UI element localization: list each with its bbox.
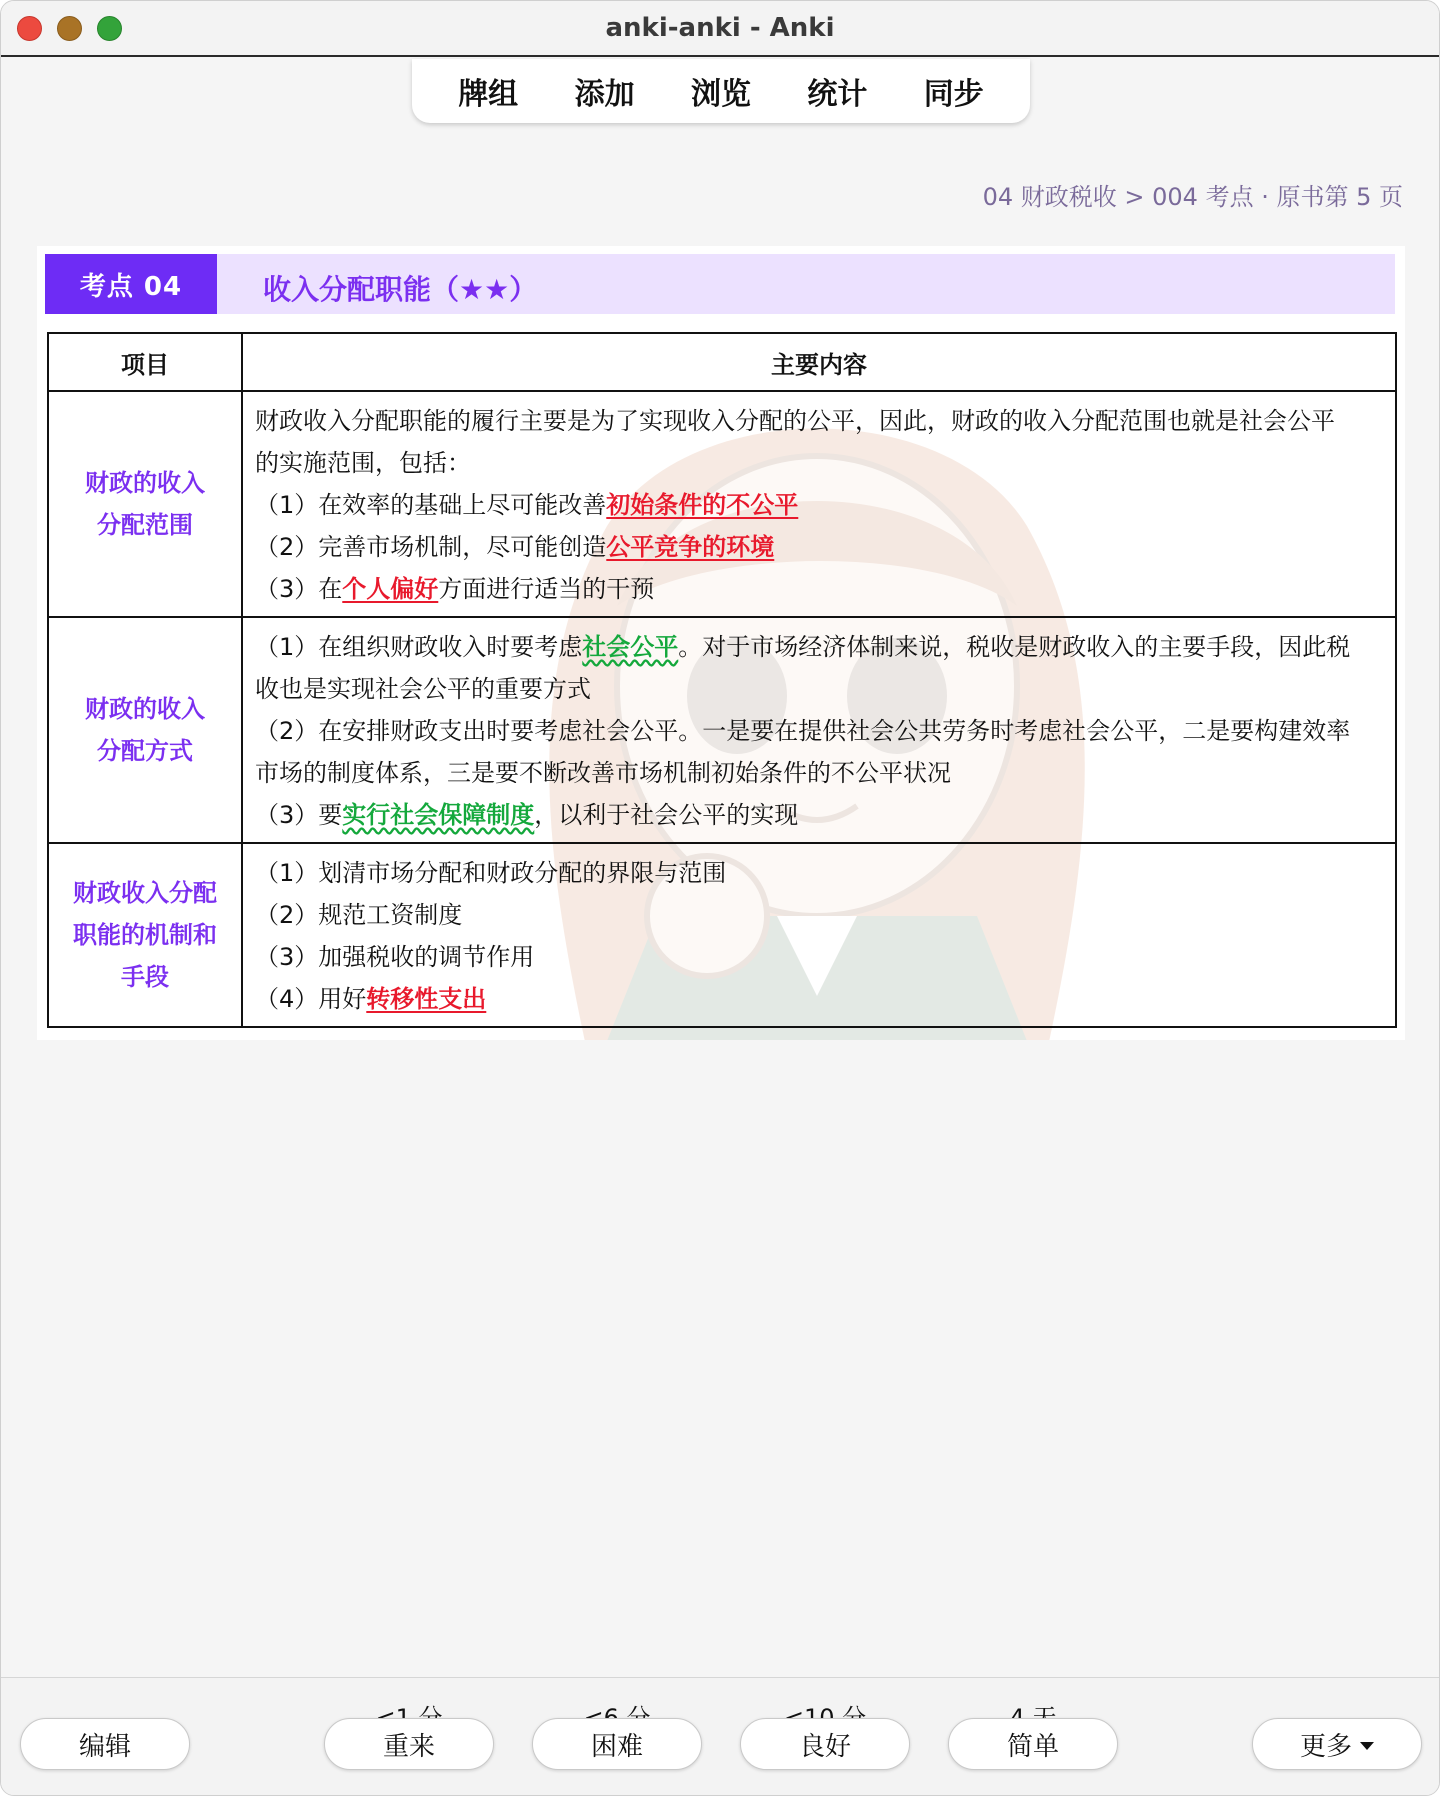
row-item-label bbox=[48, 617, 242, 843]
row-item-label bbox=[48, 843, 242, 1027]
good-button[interactable]: 良好 bbox=[740, 1718, 910, 1770]
toolbar-sync[interactable]: 同步 bbox=[923, 77, 984, 112]
toolbar-stats[interactable]: 统计 bbox=[807, 77, 868, 112]
edit-button[interactable]: 编辑 bbox=[20, 1718, 190, 1770]
toolbar-decks[interactable]: 牌组 bbox=[458, 77, 519, 112]
key-point-highlight: 实行社会保障制度 bbox=[342, 801, 535, 829]
toolbar-add[interactable]: 添加 bbox=[574, 77, 635, 112]
key-point-highlight: 转移性支出 bbox=[366, 985, 487, 1013]
content-line bbox=[255, 794, 1381, 836]
key-point-highlight: 公平竞争的环境 bbox=[606, 533, 775, 561]
content-text: （2）完善市场机制，尽可能创造 bbox=[255, 533, 607, 561]
row-content bbox=[242, 617, 1396, 843]
row-item-label-line: 分配范围 bbox=[97, 511, 193, 539]
more-button[interactable] bbox=[1252, 1718, 1422, 1770]
table-header-row bbox=[48, 333, 1396, 391]
row-item-label-line: 职能的机制和 bbox=[73, 921, 217, 949]
content-line: （1）划清市场分配和财政分配的界限与范围 bbox=[255, 859, 727, 887]
answer-bar bbox=[1, 1677, 1439, 1796]
title-bar bbox=[1, 1, 1439, 57]
content-line: 的实施范围，包括： bbox=[255, 449, 471, 477]
easy-button[interactable]: 简单 bbox=[948, 1718, 1118, 1770]
content-line: 市场的制度体系，三是要不断改善市场机制初始条件的不公平状况 bbox=[255, 759, 951, 787]
more-button-label: 更多 bbox=[1299, 1731, 1352, 1762]
dropdown-caret-icon bbox=[1360, 1742, 1374, 1750]
content-line: 收也是实现社会公平的重要方式 bbox=[255, 675, 591, 703]
table-row bbox=[48, 843, 1396, 1027]
content-line: （2）规范工资制度 bbox=[255, 901, 463, 929]
window-title: anki-anki - Anki bbox=[605, 13, 835, 43]
row-content bbox=[242, 843, 1396, 1027]
content-text: 方面进行适当的干预 bbox=[438, 575, 655, 603]
key-point-highlight: 社会公平 bbox=[582, 633, 679, 661]
review-card bbox=[37, 246, 1405, 1040]
content-text: （3）在 bbox=[255, 575, 343, 603]
content-line bbox=[255, 484, 1381, 526]
row-item-label-line: 财政的收入 bbox=[85, 469, 205, 497]
key-point-highlight: 初始条件的不公平 bbox=[606, 491, 799, 519]
table-row bbox=[48, 617, 1396, 843]
again-button[interactable]: 重来 bbox=[324, 1718, 494, 1770]
column-header-content: 主要内容 bbox=[242, 333, 1396, 391]
kaodian-header bbox=[45, 254, 1395, 314]
column-header-item: 项目 bbox=[48, 333, 242, 391]
kaodian-title: 收入分配职能（★★） bbox=[263, 273, 538, 306]
content-line: （2）在安排财政支出时要考虑社会公平。一是要在提供社会公共劳务时考虑社会公平，二是要构建效率 bbox=[255, 717, 1351, 745]
content-line bbox=[255, 978, 1381, 1020]
main-toolbar bbox=[412, 59, 1030, 123]
content-text: 。对于市场经济体制来说，税收是财政收入的主要手段，因此税 bbox=[678, 633, 1351, 661]
content-text: ，以利于社会公平的实现 bbox=[534, 801, 799, 829]
content-line bbox=[255, 568, 1381, 610]
content-text: （1）在组织财政收入时要考虑 bbox=[255, 633, 583, 661]
toolbar-browse[interactable]: 浏览 bbox=[690, 77, 751, 112]
content-line bbox=[255, 526, 1381, 568]
content-line bbox=[255, 626, 1381, 668]
content-text: （3）要 bbox=[255, 801, 343, 829]
content-text: （1）在效率的基础上尽可能改善 bbox=[255, 491, 607, 519]
row-item-label-line: 财政的收入 bbox=[85, 695, 205, 723]
kaodian-badge: 考点 04 bbox=[45, 254, 217, 314]
content-line: 财政收入分配职能的履行主要是为了实现收入分配的公平，因此，财政的收入分配范围也就是社会公平 bbox=[255, 407, 1335, 435]
table-row bbox=[48, 391, 1396, 617]
row-content bbox=[242, 391, 1396, 617]
content-text: （4）用好 bbox=[255, 985, 367, 1013]
row-item-label-line: 分配方式 bbox=[97, 737, 193, 765]
content-line: （3）加强税收的调节作用 bbox=[255, 943, 535, 971]
row-item-label-line: 财政收入分配 bbox=[73, 879, 217, 907]
card-breadcrumb: 04 财政税收 > 004 考点 · 原书第 5 页 bbox=[982, 183, 1403, 211]
hard-button[interactable]: 困难 bbox=[532, 1718, 702, 1770]
row-item-label bbox=[48, 391, 242, 617]
content-table bbox=[47, 332, 1397, 1028]
row-item-label-line: 手段 bbox=[121, 963, 169, 991]
key-point-highlight: 个人偏好 bbox=[342, 575, 439, 603]
